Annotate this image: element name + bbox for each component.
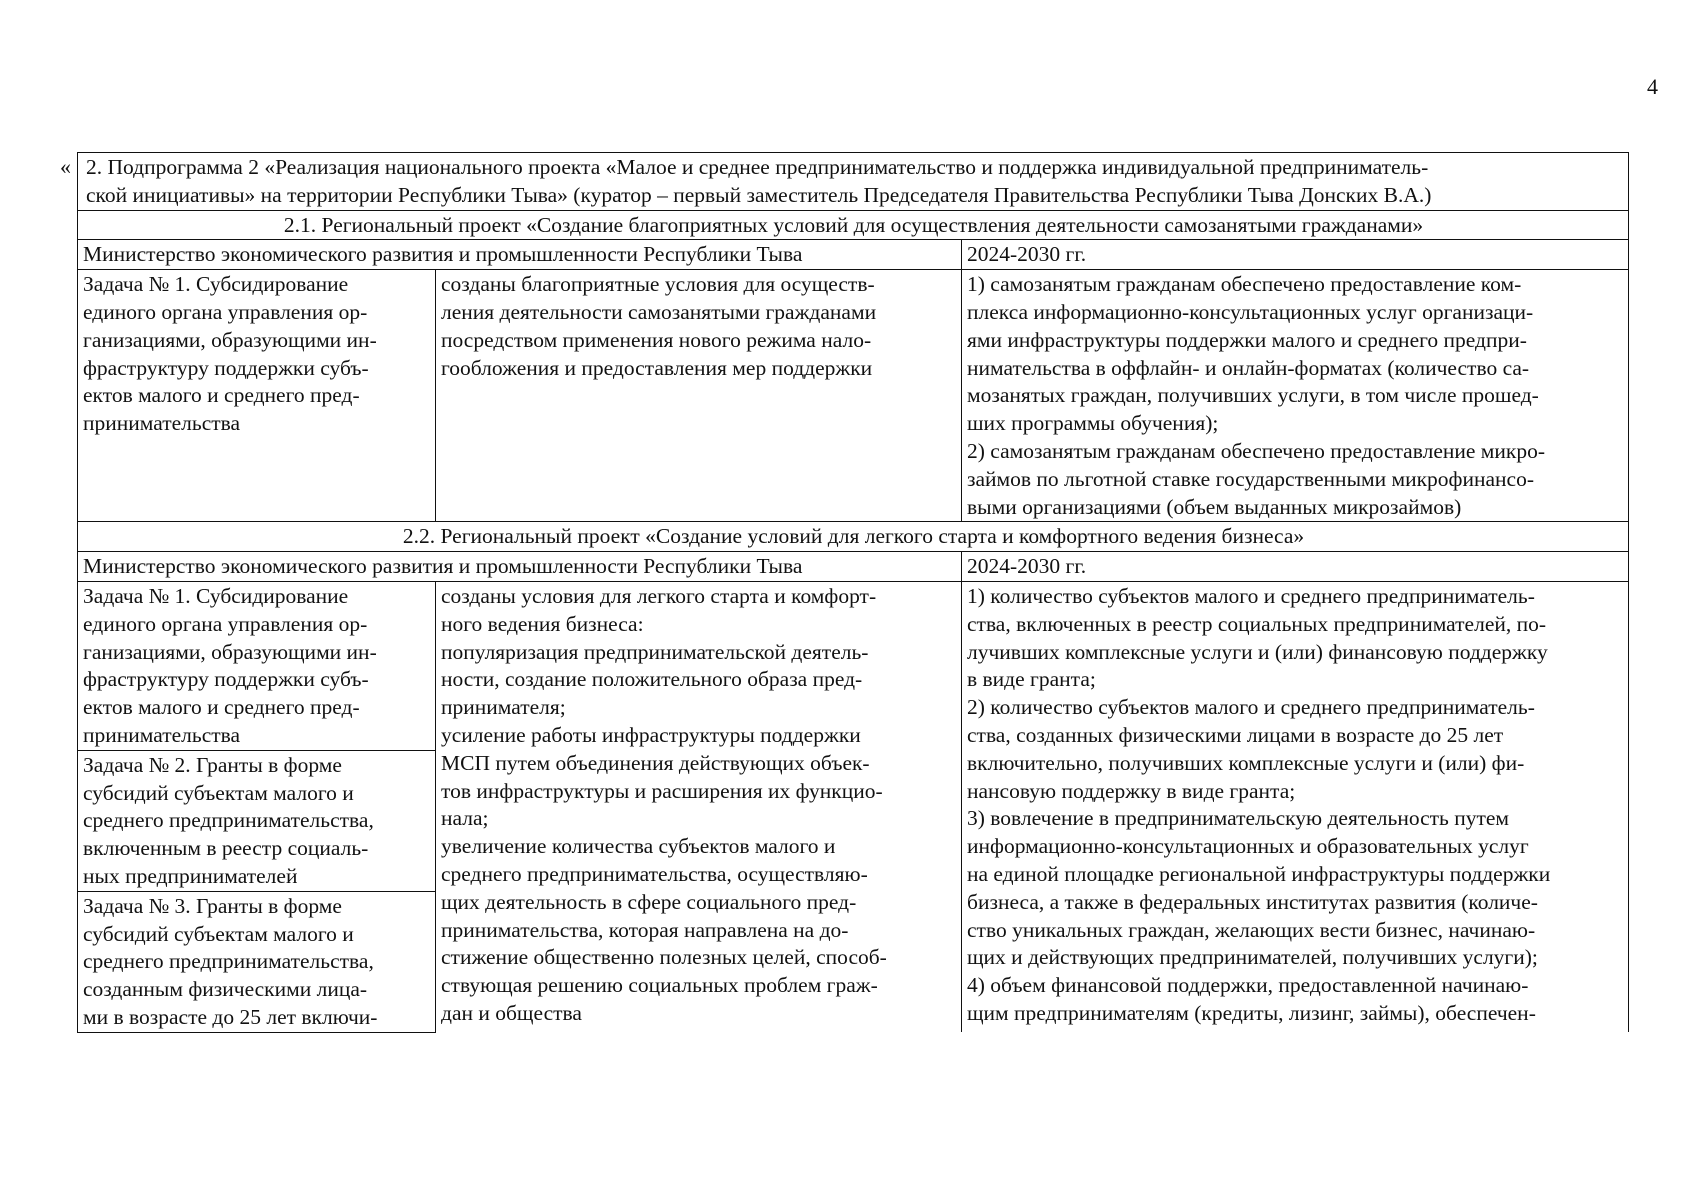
task-line: Задача № 1. Субсидирование <box>83 583 349 608</box>
project-2-task-3-cell <box>78 891 436 1032</box>
effect-line: принимателя; <box>441 695 566 720</box>
ministry-row <box>78 552 1629 582</box>
project-2-ministry: Министерство экономического развития и промышленности Республики Тыва <box>78 552 962 582</box>
effect-line: ности, создание положительного образа пред- <box>441 667 863 692</box>
indicator-line: 3) вовлечение в предпринимательскую деятельность путем <box>967 806 1510 831</box>
effect-line: щих деятельность в сфере социального пред- <box>441 889 857 914</box>
task-line: ми в возрасте до 25 лет включи- <box>83 1004 378 1029</box>
indicator-line: 2) самозанятым гражданам обеспечено предоставление микро- <box>967 438 1546 463</box>
effect-line: созданы благоприятные условия для осуществ- <box>441 272 875 297</box>
indicator-line: мозанятых граждан, получивших услуги, в том числе прошед- <box>967 383 1539 408</box>
task-line: принимательства <box>83 722 241 747</box>
indicator-line: бизнеса, а также в федеральных институтах развития (количе- <box>967 889 1538 914</box>
effect-line: ления деятельности самозанятыми гражданами <box>441 299 877 324</box>
project-2-task-1-cell <box>78 581 436 750</box>
project-2-task-2-cell <box>78 750 436 891</box>
indicator-line: ство уникальных граждан, желающих вести бизнес, начинаю- <box>967 917 1536 942</box>
indicator-line: 2) количество субъектов малого и среднего предприниматель- <box>967 695 1535 720</box>
project-title-row <box>78 210 1629 240</box>
indicator-line: ства, включенных в реестр социальных предпринимателей, по- <box>967 611 1547 636</box>
indicator-line: ями инфраструктуры поддержки малого и среднего предпри- <box>967 327 1527 352</box>
project-1-task-cell <box>78 270 436 522</box>
indicator-line: включительно, получивших комплексные услуги и (или) фи- <box>967 750 1525 775</box>
effect-line: тов инфраструктуры и расширения их функцио- <box>441 778 883 803</box>
task-line: единого органа управления ор- <box>83 299 368 324</box>
indicator-line: ших программы обучения); <box>967 411 1219 436</box>
task-line: субсидий субъектам малого и <box>83 780 354 805</box>
task-line: созданным физическими лица- <box>83 977 368 1002</box>
effect-line: увеличение количества субъектов малого и <box>441 834 836 859</box>
task-line: Задача № 1. Субсидирование <box>83 272 349 297</box>
task-line: Задача № 3. Гранты в форме <box>83 893 342 918</box>
task-row <box>78 270 1629 522</box>
project-2-indicator-cell <box>962 581 1629 1032</box>
project-2-title: 2.2. Региональный проект «Создание условий для легкого старта и комфортного ведения бизнеса» <box>78 522 1629 552</box>
task-line: ектов малого и среднего пред- <box>83 695 360 720</box>
indicator-line: 4) объем финансовой поддержки, предоставленной начинаю- <box>967 973 1529 998</box>
indicator-line: информационно-консультационных и образовательных услуг <box>967 834 1529 859</box>
indicator-line: выми организациями (объем выданных микрозаймов) <box>967 494 1462 519</box>
task-line: единого органа управления ор- <box>83 611 368 636</box>
subprogram-title-line: 2. Подпрограмма 2 «Реализация национального проекта «Малое и среднее предпринимательство и поддержка индивидуальной предприниматель- <box>86 155 1429 179</box>
project-1-period: 2024-2030 гг. <box>962 240 1629 270</box>
task-line: принимательства <box>83 411 241 436</box>
project-1-title: 2.1. Региональный проект «Создание благоприятных условий для осуществления деятельности самозанятыми гражданами» <box>78 210 1629 240</box>
indicator-line: в виде гранта; <box>967 667 1096 692</box>
indicator-line: 1) количество субъектов малого и среднего предприниматель- <box>967 583 1535 608</box>
effect-line: принимательства, которая направлена на до- <box>441 917 849 942</box>
subprogram-table <box>77 152 1629 1033</box>
task-line: фраструктуру поддержки субъ- <box>83 355 369 380</box>
indicator-line: щих и действующих предпринимателей, получивших услуги); <box>967 945 1538 970</box>
task-line: Задача № 2. Гранты в форме <box>83 752 342 777</box>
subprogram-title-line: ской инициативы» на территории Республики Тыва» (куратор – первый заместитель Председателя Правительства Республики Тыва Донских В.А.) <box>86 182 1432 207</box>
task-line: ных предпринимателей <box>83 863 298 888</box>
project-1-indicator-cell <box>962 270 1629 522</box>
indicator-line: ства, созданных физическими лицами в возрасте до 25 лет <box>967 722 1504 747</box>
effect-line: гообложения и предоставления мер поддержки <box>441 355 873 380</box>
project-2-effect-cell <box>436 581 962 1032</box>
task-line: фраструктуру поддержки субъ- <box>83 667 369 692</box>
task-line: среднего предпринимательства, <box>83 949 374 974</box>
effect-line: МСП путем объединения действующих объек- <box>441 750 870 775</box>
task-line: субсидий субъектам малого и <box>83 921 354 946</box>
effect-line: созданы условия для легкого старта и комфорт- <box>441 583 877 608</box>
effect-line: нала; <box>441 806 489 831</box>
effect-line: среднего предпринимательства, осуществляю- <box>441 861 868 886</box>
indicator-line: щим предпринимателям (кредиты, лизинг, займы), обеспечен- <box>967 1000 1536 1025</box>
ministry-row <box>78 240 1629 270</box>
task-line: ганизациями, образующими ин- <box>83 327 377 352</box>
task-line: среднего предпринимательства, <box>83 808 374 833</box>
indicator-line: на единой площадке региональной инфраструктуры поддержки <box>967 861 1551 886</box>
indicator-line: плекса информационно-консультационных услуг организаци- <box>967 299 1534 324</box>
effect-line: дан и общества <box>441 1000 582 1025</box>
indicator-line: 1) самозанятым гражданам обеспечено предоставление ком- <box>967 272 1522 297</box>
task-line: ганизациями, образующими ин- <box>83 639 377 664</box>
project-1-effect-cell <box>436 270 962 522</box>
subprogram-title-cell <box>78 153 1629 211</box>
indicator-line: лучивших комплексные услуги и (или) финансовую поддержку <box>967 639 1548 664</box>
project-2-period: 2024-2030 гг. <box>962 552 1629 582</box>
effect-line: ствующая решению социальных проблем граж- <box>441 973 878 998</box>
task-line: ектов малого и среднего пред- <box>83 383 360 408</box>
effect-line: посредством применения нового режима нало- <box>441 327 872 352</box>
task-row <box>78 581 1629 750</box>
task-line: включенным в реестр социаль- <box>83 836 369 861</box>
project-title-row <box>78 522 1629 552</box>
subprogram-header-row <box>78 153 1629 211</box>
opening-quote-mark: « <box>60 154 71 179</box>
indicator-line: нансовую поддержку в виде гранта; <box>967 778 1296 803</box>
effect-line: ного ведения бизнеса: <box>441 611 644 636</box>
effect-line: усиление работы инфраструктуры поддержки <box>441 722 861 747</box>
effect-line: популяризация предпринимательской деятель- <box>441 639 869 664</box>
indicator-line: займов по льготной ставке государственными микрофинансо- <box>967 466 1534 491</box>
page-number: 4 <box>1647 74 1658 99</box>
project-1-ministry: Министерство экономического развития и промышленности Республики Тыва <box>78 240 962 270</box>
effect-line: стижение общественно полезных целей, способ- <box>441 945 887 970</box>
indicator-line: нимательства в оффлайн- и онлайн-форматах (количество са- <box>967 355 1530 380</box>
